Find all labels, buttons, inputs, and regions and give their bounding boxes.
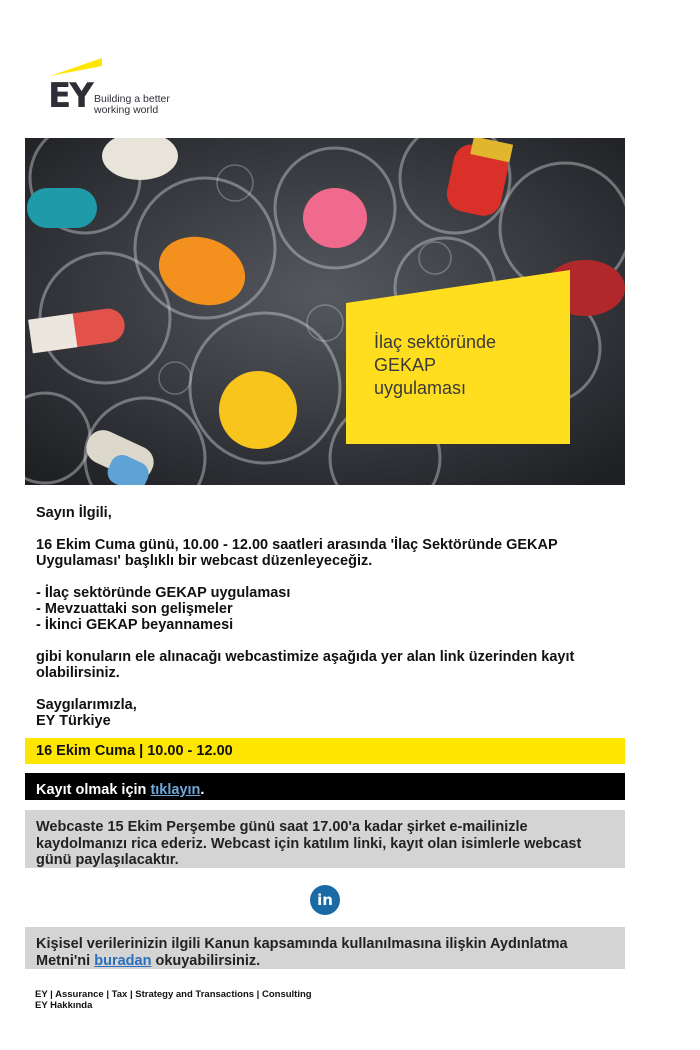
- registration-note-band: Webcaste 15 Ekim Perşembe günü saat 17.00'a kadar şirket e-mailinizle kaydolmanızı rica ederiz. Webcast için katılım linki, kayıt olan isimlerle webcast günü paylaşılacaktır.: [25, 810, 625, 868]
- intro-paragraph: 16 Ekim Cuma günü, 10.00 - 12.00 saatleri arasında 'İlaç Sektöründe GEKAP Uygulaması' başlıklı bir webcast düzenleyeceğiz.: [36, 537, 558, 569]
- event-date-band: 16 Ekim Cuma | 10.00 - 12.00: [25, 738, 625, 764]
- register-band: Kayıt olmak için tıklayın.: [25, 773, 625, 800]
- footer-link-consulting[interactable]: Consulting: [261, 989, 312, 1000]
- greeting: Sayın İlgili,: [36, 505, 112, 521]
- signature: EY Türkiye: [36, 713, 111, 729]
- logo-tagline: Building a better working world: [94, 93, 170, 116]
- email-body: [36, 505, 596, 729]
- footer-link-strategy[interactable]: Strategy and Transactions: [135, 989, 255, 1000]
- logo-accent-bar: [48, 56, 104, 78]
- hero-title: İlaç sektöründe GEKAP uygulaması: [374, 332, 497, 398]
- topic-item: - İlaç sektöründe GEKAP uygulaması: [36, 585, 291, 601]
- footer-links: EY | Assurance | Tax | Strategy and Transactions | Consulting: [35, 989, 312, 1000]
- privacy-link[interactable]: buradan: [94, 952, 152, 969]
- ey-logo[interactable]: [48, 56, 178, 118]
- topic-item: - İkinci GEKAP beyannamesi: [36, 617, 234, 633]
- footer-link-about[interactable]: EY Hakkında: [35, 1000, 93, 1011]
- closing: Saygılarımızla,: [36, 697, 137, 713]
- register-link[interactable]: tıklayın: [150, 782, 201, 798]
- topic-item: - Mevzuattaki son gelişmeler: [36, 601, 233, 617]
- footer: [35, 989, 312, 1011]
- logo-wordmark: EY: [48, 76, 92, 116]
- hero-banner[interactable]: [25, 138, 625, 485]
- footer-link-ey[interactable]: EY: [35, 989, 48, 1000]
- footer-link-tax[interactable]: Tax: [111, 989, 128, 1000]
- linkedin-icon[interactable]: in: [310, 885, 340, 915]
- privacy-notice-band: Kişisel verilerinizin ilgili Kanun kapsamında kullanılmasına ilişkin Aydınlatma Metni'ni buradan okuyabilirsiniz.: [25, 927, 625, 969]
- hero-pills-image: [25, 138, 625, 485]
- footer-link-assurance[interactable]: Assurance: [55, 989, 104, 1000]
- invitation-paragraph: gibi konuların ele alınacağı webcastimize aşağıda yer alan link üzerinden kayıt olabilirsiniz.: [36, 649, 575, 681]
